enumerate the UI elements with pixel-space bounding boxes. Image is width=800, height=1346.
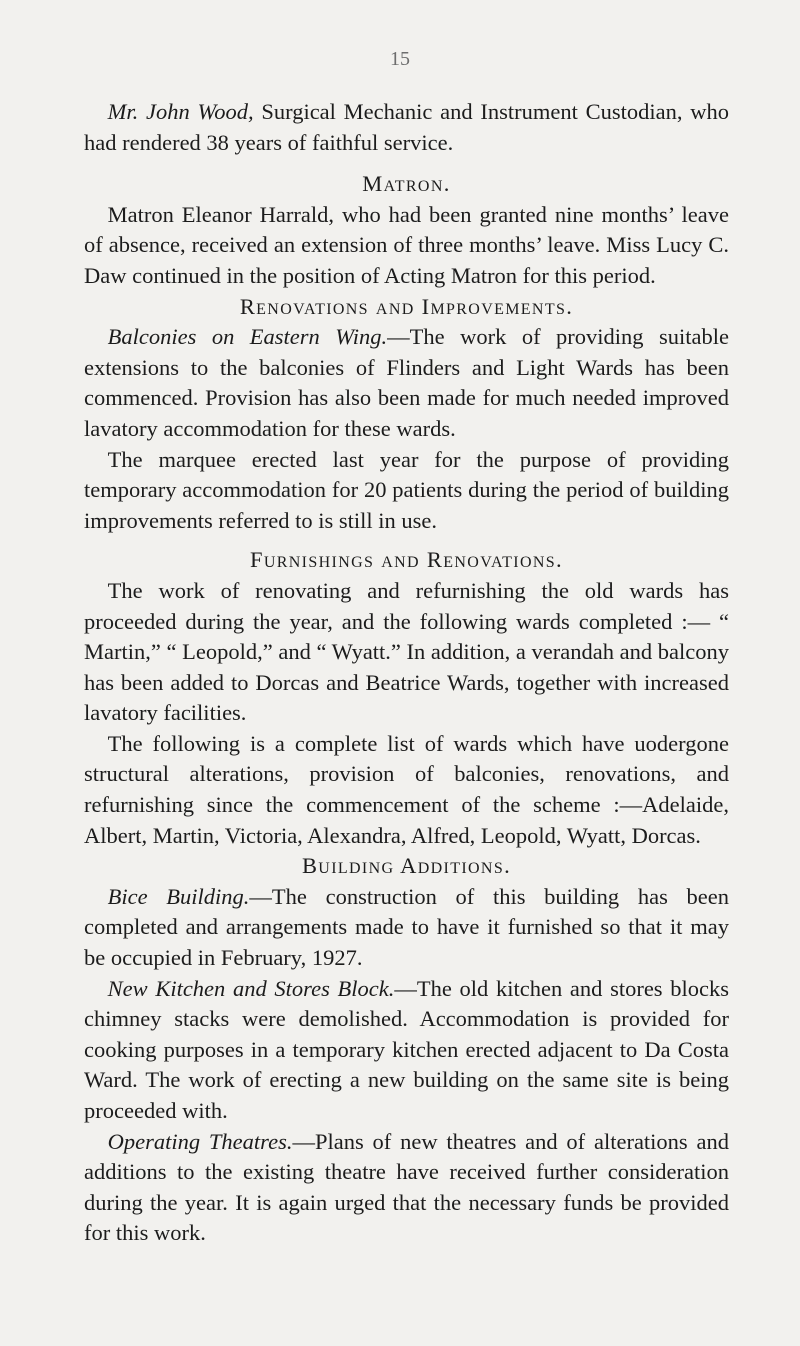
intro-text: Surgical Mechanic and Instrument Custodian, who had rendered 38 years of faithful service. bbox=[84, 99, 730, 155]
theatres-text: —Plans of new theatres and of alterations and additions to the existing theatre have received further consideration during the year. It is again urged that the necessary funds be provided for this work. bbox=[84, 1128, 729, 1246]
intro-paragraph bbox=[84, 97, 729, 158]
balconies-text: —The work of providing suitable extensions to the balconies of Flinders and Light Wards has been commenced. Provision has also been made for much needed improved lavatory accommodation for these wards. bbox=[84, 324, 729, 441]
bice-text: —The construction of this building has been completed and arrangements made to have it furnished so that it may be occupied in February, 1927. bbox=[84, 883, 730, 971]
intro-name: Mr. John Wood, bbox=[107, 99, 254, 124]
kitchen-text: —The old kitchen and stores blocks chimney stacks were demolished. Accommodation is provided for cooking purposes in a temporary kitchen erected adjacent to Da Costa Ward. The work of erecting a new building on the same site is being proceeded with. bbox=[84, 975, 729, 1123]
balconies-title: Balconies on Eastern Wing. bbox=[107, 324, 388, 350]
bice-paragraph bbox=[84, 882, 729, 974]
marquee-paragraph: The marquee erected last year for the purpose of providing temporary accommodation for 20 patients during the period of building improvements referred to is still in use. bbox=[84, 446, 729, 533]
matron-heading: Matron. bbox=[362, 171, 451, 197]
kitchen-paragraph bbox=[84, 974, 729, 1127]
building-heading: Building Additions. bbox=[301, 853, 512, 879]
furnishings-heading: Furnishings and Renovations. bbox=[249, 547, 564, 573]
furnishings-paragraph-2: The following is a complete list of wards which have uodergone structural alterations, provision of balconies, renovations, and refurnishing since the commencement of the scheme :—Adelaide, Albert, Martin, Victoria, Alexandra, Alfred, Leopold, Wyatt, Dorcas. bbox=[84, 730, 729, 848]
theatres-title: Operating Theatres. bbox=[107, 1128, 293, 1154]
page-number: 15 bbox=[390, 48, 410, 70]
page-body bbox=[84, 97, 729, 1249]
kitchen-title: New Kitchen and Stores Block. bbox=[107, 975, 395, 1001]
balconies-paragraph bbox=[84, 322, 729, 444]
renovations-heading: Renovations and Improvements. bbox=[239, 293, 574, 319]
theatres-paragraph bbox=[84, 1127, 729, 1249]
furnishings-paragraph-1: The work of renovating and refurnishing the old wards has proceeded during the year, and the following wards completed :— “ Martin,” “ Leopold,” and “ Wyatt.” In addition, a verandah and balcony has been added to Dorcas and Beatrice Wards, together with increased lavatory facilities. bbox=[84, 577, 729, 726]
bice-title: Bice Building. bbox=[107, 883, 250, 909]
matron-paragraph: Matron Eleanor Harrald, who had been granted nine months’ leave of absence, received an extension of three months’ leave. Miss Lucy C. Daw continued in the position of Acting Matron for this period. bbox=[84, 201, 729, 288]
